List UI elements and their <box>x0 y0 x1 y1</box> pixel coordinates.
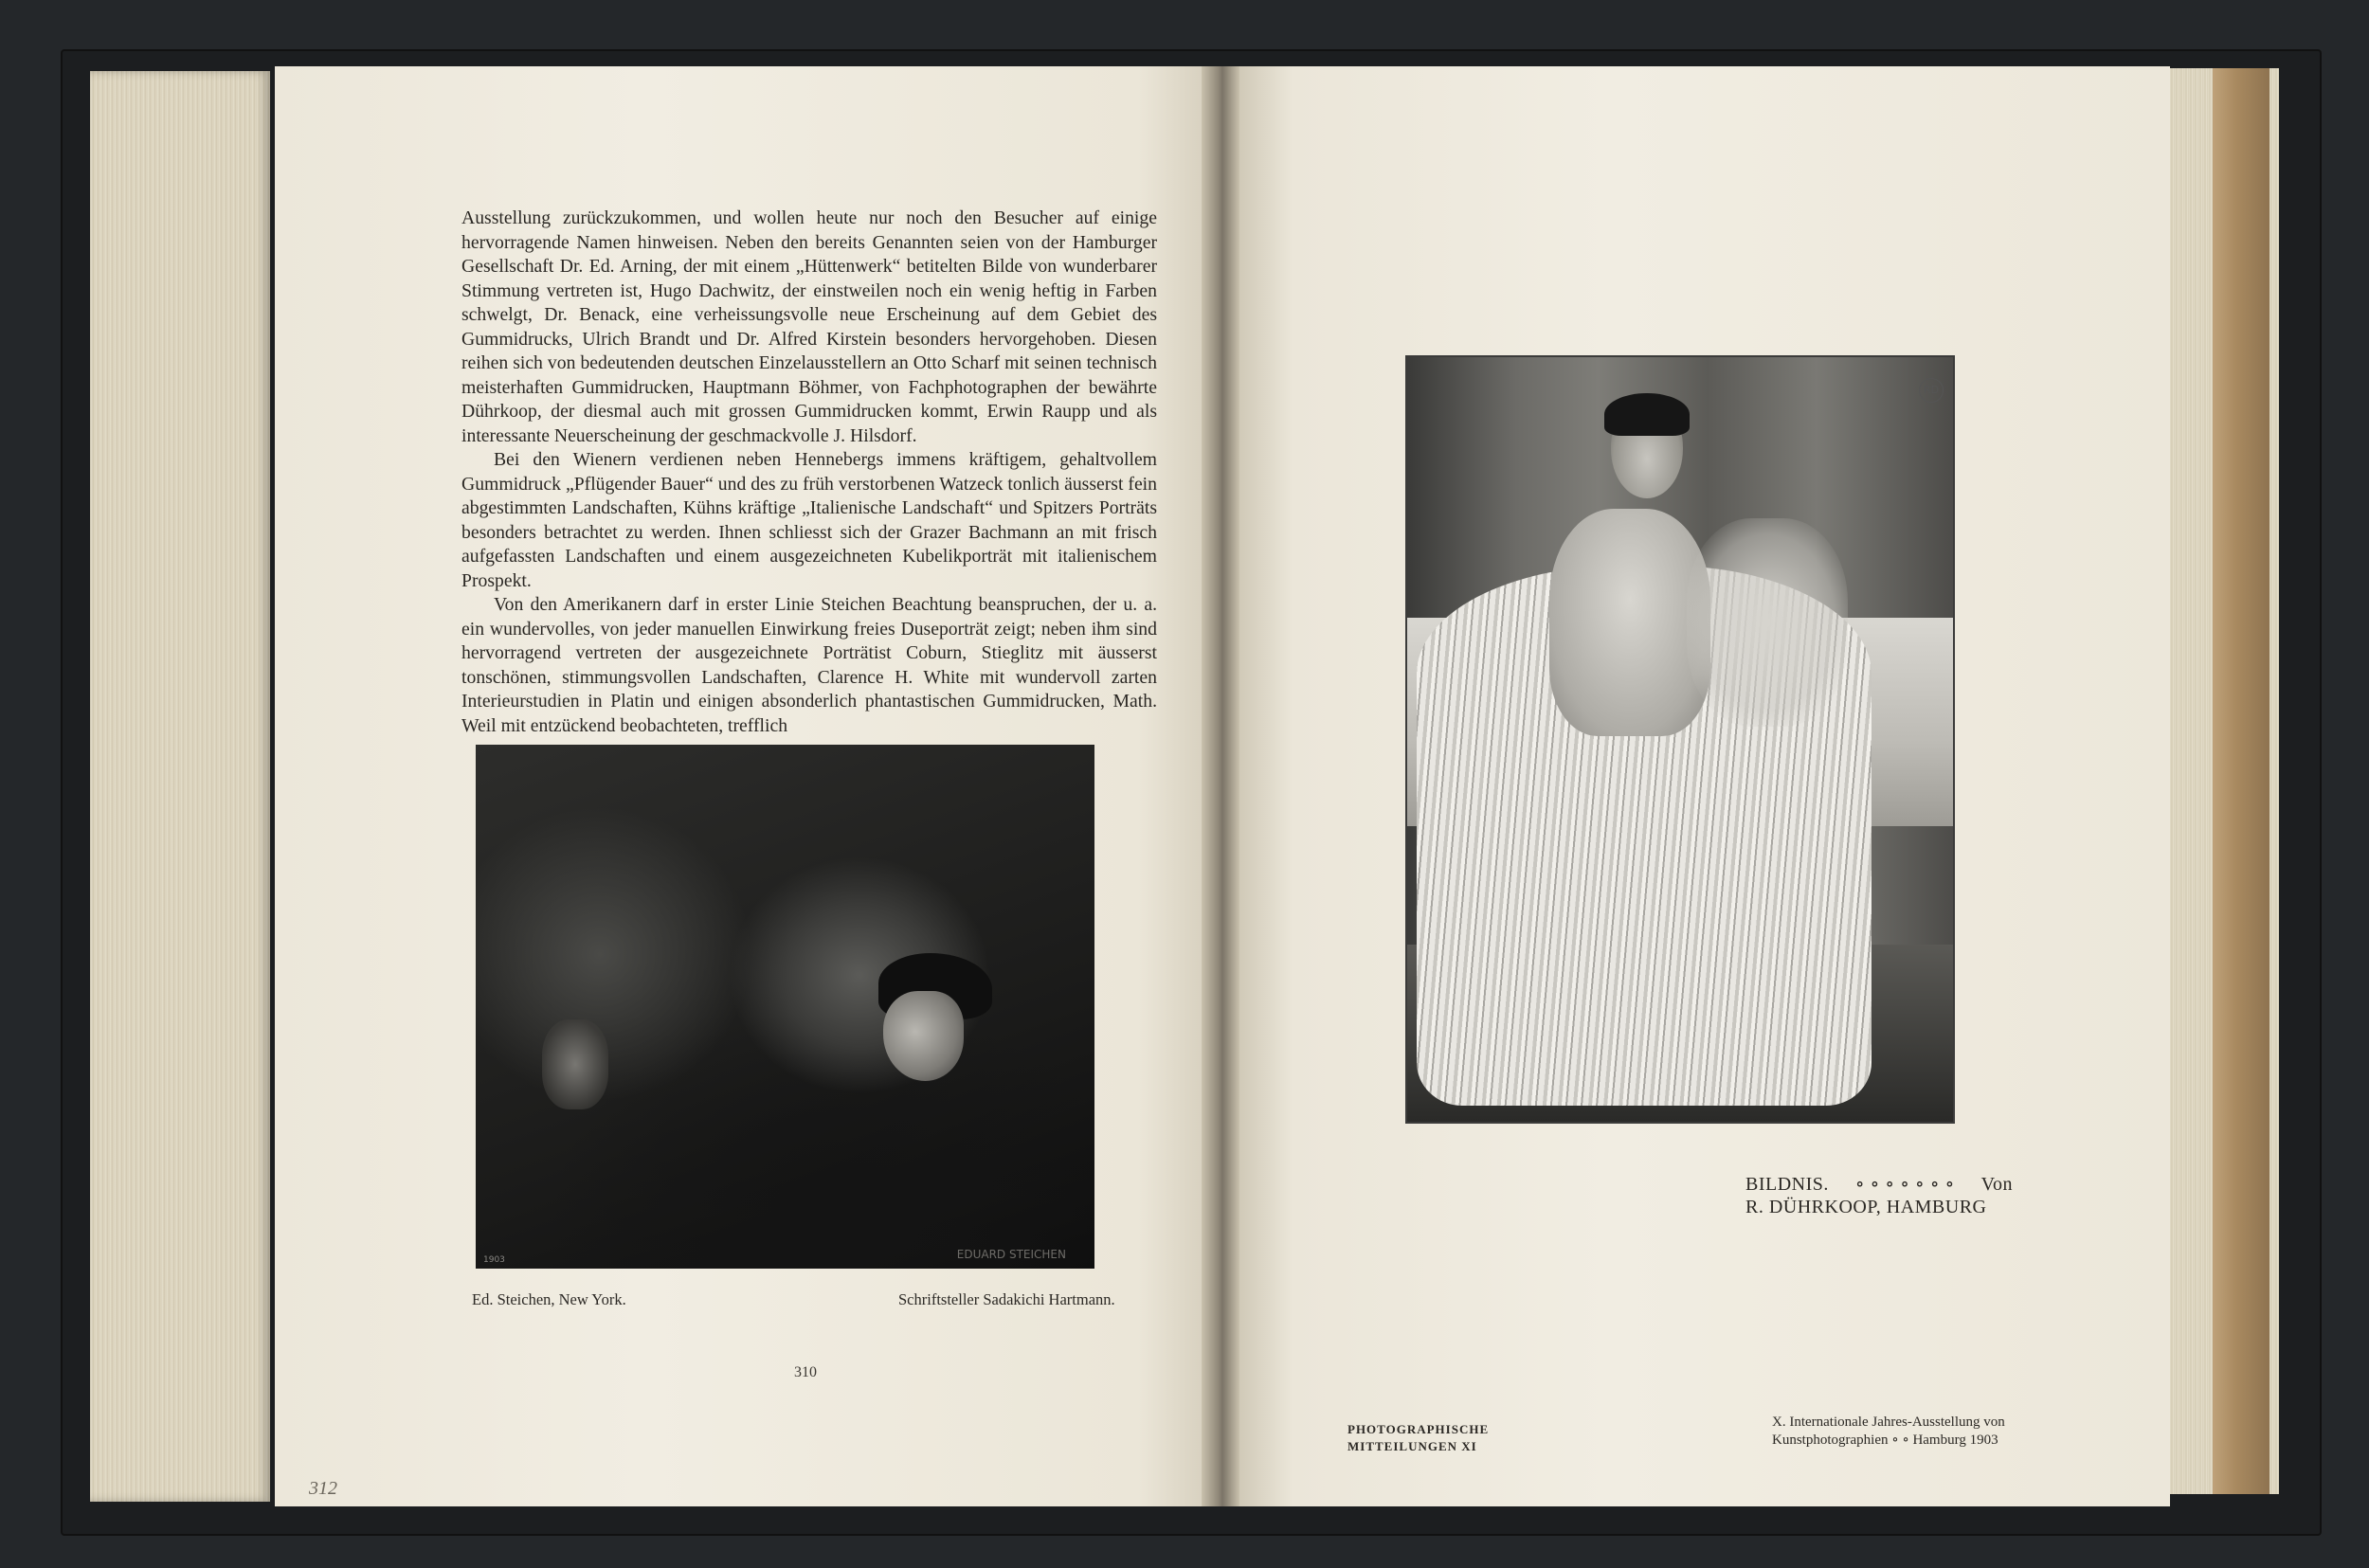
article-body <box>461 207 1157 738</box>
plate-dots: ∘ ∘ ∘ ∘ ∘ ∘ ∘ <box>1854 1174 1955 1195</box>
photo-bildnis-portrait <box>1405 355 1955 1124</box>
photo-caption-photographer: Ed. Steichen, New York. <box>472 1290 626 1308</box>
journal-title-line: MITTEILUNGEN XI <box>1347 1439 1477 1453</box>
paragraph: Bei den Wienern verdienen neben Hennebergs immens kräftigem, gehaltvollem Gummidruck „Pflügender Bauer“ und des zu früh verstorbenen Watzeck tonlich äusserst fein abgestimmten Landschaften, Kühns kräftige „Italienische Landschaft“ und Spitzers Porträts besonders betrachtet zu werden. Ihnen schliesst sich der Grazer Bachmann an mit frisch aufgefassten Landschaften und einem ausgezeichneten Kubelikporträt mit italienischem Prospekt. <box>461 449 1157 591</box>
plate-title: BILDNIS. <box>1745 1174 1829 1195</box>
book-gutter <box>1202 66 1239 1506</box>
paragraph: Von den Amerikanern darf in erster Linie Steichen Beachtung beanspruchen, der u. a. ein wundervolles, von jeder manuellen Einwirkung freies Duseporträt zeigt; neben ihm sind hervorragend vertreten der ausgezeichnete Porträtist Coburn, Stieglitz mit äusserst tonschönen, stimmungsvollen Landschaften, Clarence H. White mit wundervoll zarten Interieurstudien in Platin und einigen absonderlich phantastischen Gummidrucken, Math. Weil mit entzückend beobachteten, trefflich <box>461 594 1157 736</box>
gilt-edge-right <box>2213 68 2270 1494</box>
exhibition-note <box>1772 1414 2005 1450</box>
photo-caption-subject: Schriftsteller Sadakichi Hartmann. <box>898 1290 1115 1308</box>
journal-title-line: PHOTOGRAPHISCHE <box>1347 1422 1490 1436</box>
exhibition-note-line: X. Internationale Jahres-Ausstellung von <box>1772 1415 2005 1430</box>
photo-corner-mark: 1903 <box>483 1255 505 1265</box>
plate-photographer: R. DÜHRKOOP, HAMBURG <box>1745 1197 1987 1217</box>
page-edges-left <box>90 71 270 1502</box>
photographer-monogram: RD <box>1919 378 1944 403</box>
pencil-note: 312 <box>309 1478 337 1499</box>
photo-sleeve <box>1687 518 1848 727</box>
photo-signature: EDUARD STEICHEN <box>956 1248 1066 1261</box>
photo-hand <box>542 1019 608 1109</box>
journal-title <box>1347 1421 1489 1455</box>
photo-hair <box>1604 393 1690 436</box>
plate-by: Von <box>1980 1174 2013 1195</box>
exhibition-note-line: Kunstphotographien ∘ ∘ Hamburg 1903 <box>1772 1433 1998 1448</box>
photo-sadakichi-hartmann <box>476 745 1094 1269</box>
plate-caption <box>1745 1173 2013 1218</box>
page-number: 310 <box>794 1364 817 1380</box>
paragraph: Ausstellung zurückzukommen, und wollen heute nur noch den Besucher auf einige hervorragende Namen hinweisen. Neben den bereits Genannten seien von der Hamburger Gesellschaft Dr. Ed. Arning, der mit einem „Hüttenwerk“ betitelten Bilde von wunderbarer Stimmung vertreten ist, Hugo Dachwitz, der einstweilen noch ein wenig heftig in Farben schwelgt, Dr. Benack, eine verheissungsvolle neue Erscheinung auf dem Gebiet des Gummidrucks, Ulrich Brandt und Dr. Alfred Kirstein besonders hervorgehoben. Diesen reihen sich von bedeutenden deutschen Einzelausstellern an Otto Scharf mit seinen technisch meisterhaften Gummidrucken, Hauptmann Böhmer, von Fachphotographen der bewährte Dührkoop, der diesmal auch mit grossen Gummidrucken kommt, Erwin Raupp und als interessante Neuerscheinung der geschmackvolle J. Hilsdorf. <box>461 207 1157 446</box>
photo-face <box>883 991 964 1081</box>
